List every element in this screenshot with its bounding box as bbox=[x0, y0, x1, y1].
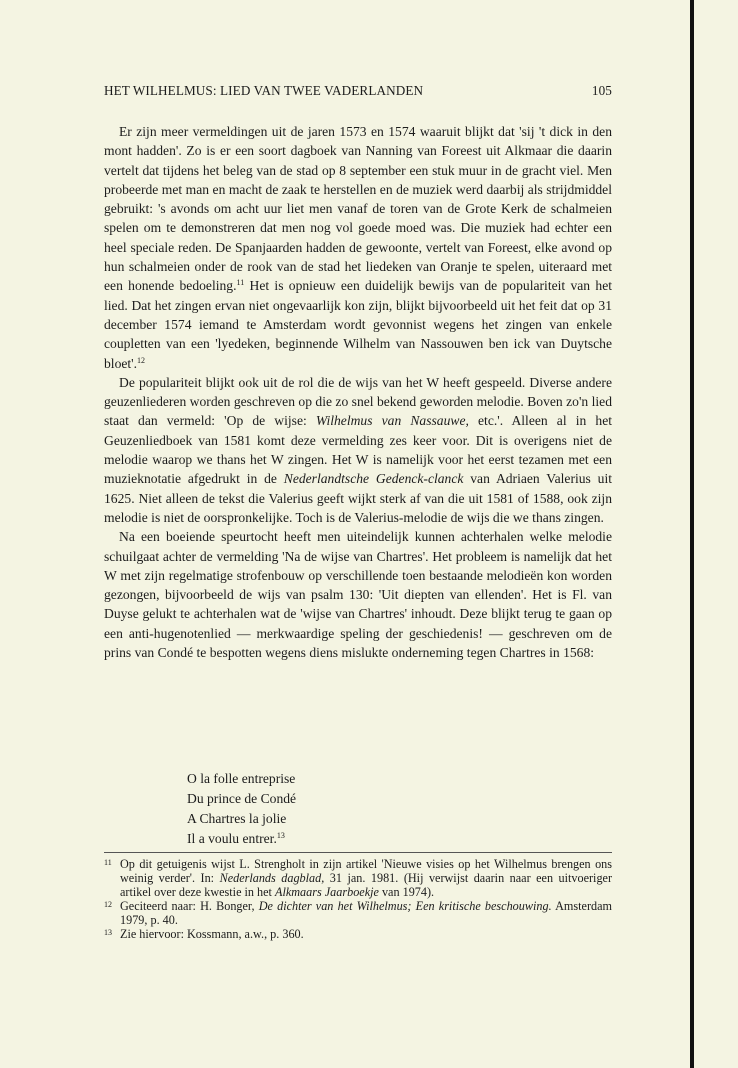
poem-line: O la folle entreprise bbox=[187, 771, 296, 786]
poem-line bbox=[187, 829, 296, 849]
body-text bbox=[104, 122, 612, 662]
poem-line-text: Il a voulu entrer. bbox=[187, 831, 277, 846]
text-run: Na een boeiende speurtocht heeft men uiteindelijk kunnen achterhalen welke melodie schuilgaat achter de vermelding 'Na de wijse van Chartres'. Het probleem is namelijk dat het W met zijn regelmatige strofenbouw op verschillende toen bestaande melodieën kon worden gezongen, bijvoorbeeld de wijs van psalm 130: 'Uit diepten van ellenden'. Het is Fl. van Duyse gelukt te achterhalen wat de 'wijse van Chartres' inhoudt. Deze blijkt terug te gaan op een anti-hugenotenlied — merkwaardige speling der geschiedenis! — geschreven om de prins van Condé te bespotten wegens diens mislukte onderneming tegen Chartres in 1568: bbox=[104, 529, 612, 661]
italic-text: Nederlands dagblad, bbox=[219, 871, 325, 886]
footnote bbox=[104, 927, 612, 941]
footnote-ref: 13 bbox=[276, 831, 285, 840]
footnote bbox=[104, 857, 612, 899]
text-run: Het is opnieuw een duidelijk bewijs van de populariteit van het lied. Dat het zingen ervan niet ongevaarlijk kon zijn, blijkt bijvoorbeeld uit het feit dat op 31 december 1574 iemand te Amsterdam wordt gevonnist wegens het zingen van enkele coupletten van een 'lyedeken, beginnende Wilhelm van Nassouwen ben ick van Duytsche bloet'. bbox=[104, 278, 613, 371]
paragraph bbox=[104, 373, 612, 527]
poem-quote bbox=[187, 769, 296, 849]
italic-text: De dichter van het Wilhelmus; Een kritische beschouwing. bbox=[258, 899, 552, 914]
text-run: etc.'. Alleen al in het Geuzenliedboek van 1581 komt deze vermelding zes keer voor. Dit is overigens niet de melodie waarop we thans het W zingen. Het W is namelijk voor het eerst tezamen met een muzieknotatie afgedrukt in de bbox=[104, 413, 613, 487]
page-number: 105 bbox=[591, 83, 612, 98]
text-run: Zie hiervoor: Kossmann, a.w., p. 360. bbox=[120, 927, 304, 942]
poem-line: A Chartres la jolie bbox=[187, 811, 287, 826]
text-run: van Adriaen Valerius uit 1625. Niet alleen de tekst die Valerius geeft wijkt sterk af van die uit 1581 of 1588, ook zijn melodie is niet de oorspronkelijke. Toch is de Valerius-melodie de wijs die we thans zingen. bbox=[104, 471, 612, 525]
text-run: Amsterdam 1979, p. 40. bbox=[120, 899, 612, 928]
italic-text: Wilhelmus van Nassauwe, bbox=[315, 413, 469, 429]
footnote-ref: 12 bbox=[137, 355, 146, 365]
footnote-text bbox=[120, 927, 304, 941]
text-run: Geciteerd naar: H. Bonger, bbox=[120, 899, 259, 914]
text-run: De populariteit blijkt ook uit de rol die de wijs van het W heeft gespeeld. Diverse andere geuzenliederen worden geschreven op die zo snel bekend geworden melodie. Boven zo'n lied staat dan vermeld: 'Op de wijse: bbox=[104, 374, 612, 429]
footnote bbox=[104, 899, 612, 927]
page-edge-line bbox=[690, 0, 694, 1068]
paragraph bbox=[104, 527, 612, 662]
paragraph bbox=[104, 122, 612, 373]
italic-text: Nederlandtsche Gedenck-clanck bbox=[283, 471, 464, 487]
text-run: Er zijn meer vermeldingen uit de jaren 1573 en 1574 waaruit blijkt dat 'sij 't dick in den mont hadden'. Zo is er een soort dagboek van Nanning van Foreest uit Alkmaar die daarin vertelt dat tijdens het beleg van de stad op 8 september een stuk muur in de gracht viel. Men probeerde met man en macht de zaak te herstellen en de muziek werd daarbij als strijdmiddel gebruikt: 's avonds om acht uur liet men vanaf de toren van de Grote Kerk de schalmeien spelen om te demonstreren dat men nog vol goede moed was. Die muziek had echter een heel speciale reden. De Spanjaarden hadden de gewoonte, vertelt van Foreest, elke avond op hun schalmeien onder de rook van de stad het liedeken van Oranje te spelen, uiteraard met een honende bedoeling. bbox=[104, 124, 612, 294]
footnote-text bbox=[120, 857, 612, 899]
footnote-ref: 11 bbox=[236, 278, 245, 288]
text-run: 31 jan. 1981. (Hij verwijst daarin naar een uitvoeriger artikel over deze kwestie in het bbox=[120, 871, 613, 900]
text-run: Op dit getuigenis wijst L. Strengholt in zijn artikel 'Nieuwe visies op het Wilhelmus brengen ons weinig verder'. In: bbox=[120, 857, 612, 886]
footnote-rule bbox=[104, 852, 612, 853]
running-title: HET WILHELMUS: LIED VAN TWEE VADERLANDEN bbox=[104, 83, 424, 98]
footnote-text bbox=[120, 899, 612, 927]
poem-line: Du prince de Condé bbox=[187, 791, 297, 806]
footnotes bbox=[104, 857, 612, 942]
footnote-number: 13 bbox=[104, 928, 112, 938]
text-run: van 1974). bbox=[378, 885, 435, 900]
footnote-number: 11 bbox=[104, 858, 112, 867]
footnote-number: 12 bbox=[104, 900, 112, 910]
italic-text: Alkmaars Jaarboekje bbox=[275, 885, 379, 900]
